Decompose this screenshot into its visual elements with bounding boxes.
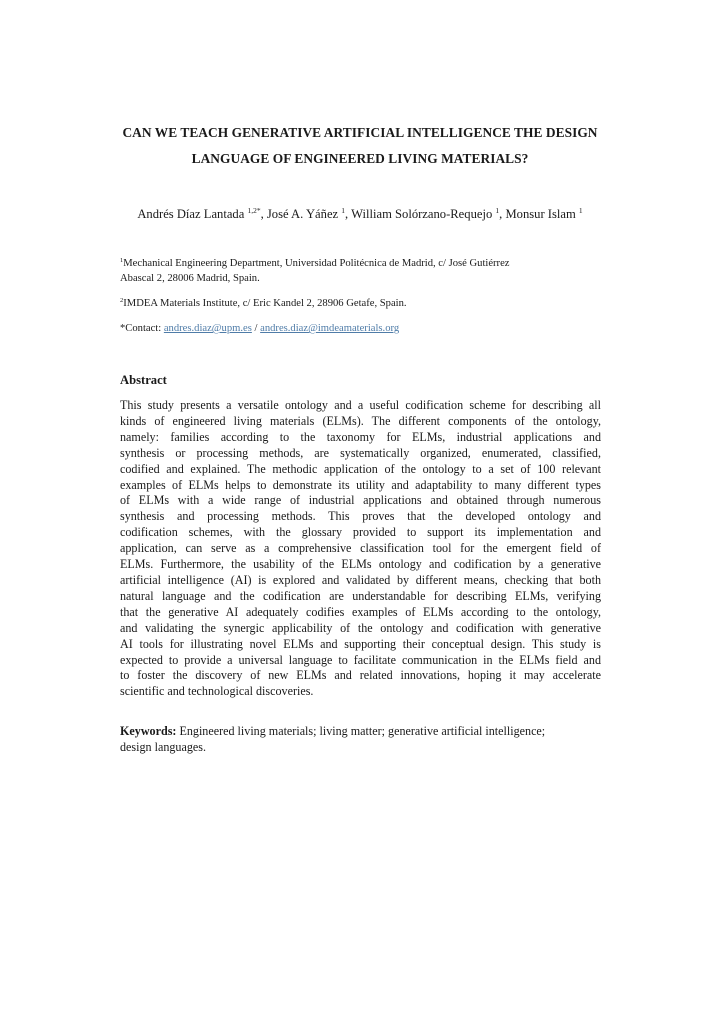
abstract-line: ELMs. Furthermore, the usability of the ELMs ontology and codification by a generative [120, 557, 601, 572]
abstract-line: application, can serve as a comprehensive classification tool for the emergent field of [120, 541, 601, 556]
affiliation-number: 2 [120, 297, 124, 304]
author-separator: , [260, 207, 267, 221]
paper-title [90, 120, 630, 172]
author-name: José A. Yáñez [266, 207, 339, 221]
abstract-line: kinds of engineered living materials (ELMs). The different components of the ontology, [120, 413, 601, 428]
affiliation-text: IMDEA Materials Institute, c/ Eric Kandel 2, 28906 Getafe, Spain. [123, 298, 407, 309]
email-link-imdea[interactable]: andres.diaz@imdeamaterials.org [260, 323, 400, 334]
abstract-line: codification schemes, with the glossary provided to support its implementation and [120, 525, 601, 540]
keywords [120, 724, 601, 756]
affiliation-number: 1 [120, 257, 124, 264]
email-link-upm[interactable]: andres.diaz@upm.es [163, 323, 252, 334]
abstract-heading: Abstract [120, 373, 167, 387]
keywords-text-cont: design languages. [120, 739, 206, 754]
title-line-2: LANGUAGE OF ENGINEERED LIVING MATERIALS? [191, 151, 529, 166]
author-separator: , [499, 207, 506, 221]
author-name: Andrés Díaz Lantada [137, 207, 245, 221]
author-affiliation-mark: 1 [578, 206, 583, 215]
affiliation-1 [120, 257, 600, 286]
contact-label: *Contact: [120, 323, 162, 334]
author-separator: , [345, 207, 352, 221]
affiliation-text-cont: Abascal 2, 28006 Madrid, Spain. [120, 272, 260, 284]
abstract-line: expected to provide a universal language to facilitate communication in the ELMs field and [120, 652, 601, 667]
abstract-body [120, 398, 601, 700]
abstract-line: and validating the synergic applicability of the ontology and codification with generative [120, 620, 601, 635]
author-affiliation-mark: 1 [341, 206, 346, 215]
abstract-line: scientific and technological discoveries. [120, 684, 314, 699]
author-name: William Solórzano-Requejo [351, 207, 493, 221]
author-list [0, 205, 720, 223]
abstract-line: examples of ELMs helps to demonstrate its utility and adaptability to many different types [120, 477, 601, 492]
title-line-1: CAN WE TEACH GENERATIVE ARTIFICIAL INTELLIGENCE THE DESIGN [122, 125, 598, 140]
author-affiliation-mark: 1 [495, 206, 500, 215]
abstract-line: This study presents a versatile ontology and a useful codification scheme for describing all [120, 398, 601, 412]
abstract-line: to foster the discovery of new ELMs and related innovations, hoping it may accelerate [120, 668, 601, 683]
abstract-line: of ELMs with a wide range of industrial applications and obtained through numerous [120, 493, 601, 508]
abstract-line: that the generative AI adequately codifies examples of ELMs according to the ontology, [120, 604, 601, 619]
keywords-label: Keywords: [120, 724, 177, 738]
keywords-text: Engineered living materials; living matter; generative artificial intelligence; [179, 724, 546, 738]
abstract-line: codified and explained. The methodic application of the ontology to a set of 100 relevant [120, 461, 601, 476]
abstract-line: artificial intelligence (AI) is explored and validated by different means, checking that both [120, 572, 601, 587]
affiliation-text: Mechanical Engineering Department, Universidad Politécnica de Madrid, c/ José Gutiérrez [123, 258, 510, 269]
abstract-line: synthesis and processing methods. This proves that the developed ontology and [120, 509, 601, 524]
abstract-line: synthesis or processing methods, are systematically organized, enumerated, classified, [120, 445, 601, 460]
author-name: Monsur Islam [505, 207, 576, 221]
author-affiliation-mark: 1,2* [247, 206, 261, 215]
affiliation-2 [120, 297, 600, 312]
contact-line [120, 322, 600, 337]
email-separator: / [254, 323, 258, 334]
abstract-line: namely: families according to the taxonomy for ELMs, industrial applications and [120, 429, 601, 444]
abstract-line: AI tools for illustrating novel ELMs and supporting their conceptual design. This study is [120, 636, 601, 651]
abstract-line: natural language and the codification are understandable for describing ELMs, verifying [120, 588, 601, 603]
